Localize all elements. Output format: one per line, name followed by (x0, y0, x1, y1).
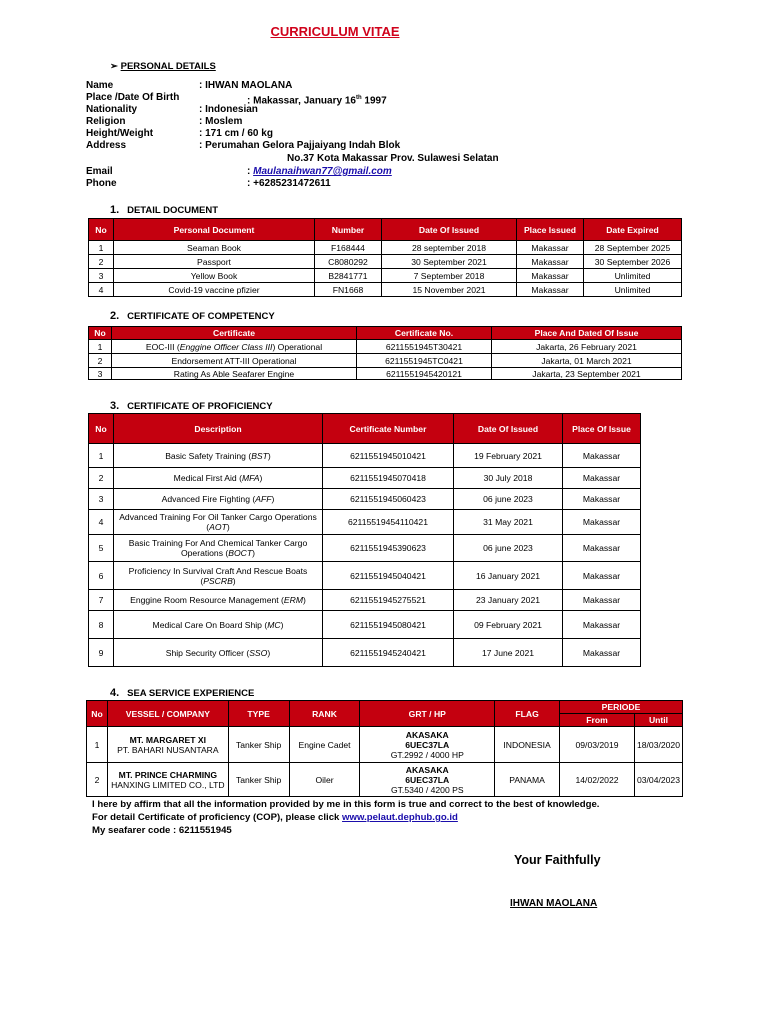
bullet-arrow-icon: ➢ (110, 61, 118, 72)
pd-value: : IHWAN MAOLANA (199, 80, 293, 91)
pd-label: Religion (86, 116, 126, 127)
pd-value: : Indonesian (199, 104, 258, 115)
pd-value: : 171 cm / 60 kg (199, 128, 273, 139)
competency-table: No Certificate Certificate No. Place And Dated Of Issue 1 EOC-III (Enggine Officer Class III) Operational 6211551945T30421 Jakarta, 26 February 2021 2 Endorsement ATT-III Operational 6211551945TC0421 Jakarta, 01 March 2021 3 Rating As Able Seafarer Engine 6211551945420121 Jakarta, 23 September 2021 (88, 326, 682, 380)
table-row: 2 Endorsement ATT-III Operational 6211551945TC0421 Jakarta, 01 March 2021 (89, 354, 682, 368)
pd-label: Email (86, 166, 113, 177)
table-row: 8 Medical Care On Board Ship (MC) 6211551945080421 09 February 2021 Makassar (89, 611, 641, 639)
pd-label: Nationality (86, 104, 138, 115)
pd-value: : Maulanaihwan77@gmail.com (247, 166, 392, 177)
pd-label: Name (86, 80, 114, 91)
table-row: 7 Enggine Room Resource Management (ERM) 6211551945275521 23 January 2021 Makassar (89, 590, 641, 611)
table-row: 3 Yellow Book B2841771 7 September 2018 Makassar Unlimited (89, 269, 682, 283)
email-link[interactable]: Maulanaihwan77@gmail.com (253, 166, 392, 177)
pd-value: No.37 Kota Makassar Prov. Sulawesi Selatan (287, 153, 499, 164)
pd-label: Phone (86, 178, 117, 189)
sea-service-table: No VESSEL / COMPANY TYPE RANK GRT / HP FLAG PERIODE From Until 1 MT. MARGARET XI PT. BAHARI NUSANTARA Tanker Ship Engine Cadet AKASAKA 6UEC37LA GT.2992 / 4000 HP INDONESIA 09/03/2019 18/03/2020 2 MT. PRINCE CHARMING HANXING LIMITED CO., LTD Tanker Ship Oiler AKASAKA 6UEC37LA GT.5340 / 4200 PS PANAMA 14/02/2022 03/04/2023 (86, 700, 683, 797)
signature-name: IHWAN MAOLANA (510, 898, 598, 909)
table-row: 4 Advanced Training For Oil Tanker Cargo Operations (AOT) 62115519454110421 31 May 2021 Makassar (89, 510, 641, 535)
table-row: 3 Advanced Fire Fighting (AFF) 6211551945060423 06 june 2023 Makassar (89, 489, 641, 510)
cop-line: For detail Certificate of proficiency (COP), please click www.pelaut.dephub.go.id (92, 812, 458, 823)
detail-document-table: No Personal Document Number Date Of Issued Place Issued Date Expired 1 Seaman Book F168444 28 september 2018 Makassar 28 September 2025 2 Passport C8080292 30 September 2021 Makassar 30 September 2026 3 Yellow Book B2841771 7 September 2018 Makassar Unlimited 4 Covid-19 vaccine pfizier FN1668 15 November 2021 Makassar Unlimited (88, 218, 682, 297)
detail-document-heading: 1. DETAIL DOCUMENT (110, 204, 219, 216)
pd-value: : +6285231472611 (247, 178, 331, 189)
table-row: 2 MT. PRINCE CHARMING HANXING LIMITED CO., LTD Tanker Ship Oiler AKASAKA 6UEC37LA GT.5340 / 4200 PS PANAMA 14/02/2022 03/04/2023 (87, 763, 683, 797)
pd-label: Address (86, 140, 127, 151)
table-row: 1 EOC-III (Enggine Officer Class III) Operational 6211551945T30421 Jakarta, 26 February 2021 (89, 340, 682, 354)
sea-service-heading: 4. SEA SERVICE EXPERIENCE (110, 687, 255, 699)
closing-text: Your Faithfully (514, 853, 601, 867)
pd-value: : Moslem (199, 116, 243, 127)
proficiency-table: No Description Certificate Number Date Of Issued Place Of Issue 1 Basic Safety Training (BST) 6211551945010421 19 February 2021 Makassar 2 Medical First Aid (MFA) 6211551945070418 30 July 2018 Makassar 3 Advanced Fire Fighting (AFF) 6211551945060423 06 june 2023 Makassar 4 Advanced Training For Oil Tanker Cargo Operations (AOT) 62115519454110421 31 May 2021 Makassar 5 Basic Training For And Chemical Tanker Cargo Operations (BOCT) 6211551945390623 06 june 2023 Makassar 6 Proficiency In Survival Craft And Rescue Boats (PSCRB) 6211551945040421 16 January 2021 Makassar 7 Enggine Room Resource Management (ERM) 6211551945275521 23 January 2021 Makassar 8 Medical Care On Board Ship (MC) 6211551945080421 09 February 2021 Makassar 9 Ship Security Officer (SSO) 6211551945240421 17 June 2021 Makassar (88, 413, 641, 667)
proficiency-heading: 3. CERTIFICATE OF PROFICIENCY (110, 400, 273, 412)
table-row: 1 Seaman Book F168444 28 september 2018 Makassar 28 September 2025 (89, 241, 682, 255)
table-row: 2 Medical First Aid (MFA) 6211551945070418 30 July 2018 Makassar (89, 468, 641, 489)
seafarer-code: My seafarer code : 6211551945 (92, 825, 232, 836)
table-row: 2 Passport C8080292 30 September 2021 Makassar 30 September 2026 (89, 255, 682, 269)
page-title: CURRICULUM VITAE (270, 24, 400, 39)
table-row: 9 Ship Security Officer (SSO) 6211551945240421 17 June 2021 Makassar (89, 639, 641, 667)
table-row: 3 Rating As Able Seafarer Engine 6211551945420121 Jakarta, 23 September 2021 (89, 368, 682, 380)
table-row: 5 Basic Training For And Chemical Tanker Cargo Operations (BOCT) 6211551945390623 06 june 2023 Makassar (89, 535, 641, 562)
personal-details-heading: ➢ PERSONAL DETAILS (110, 61, 216, 72)
table-row: 1 Basic Safety Training (BST) 6211551945010421 19 February 2021 Makassar (89, 444, 641, 468)
table-row: 4 Covid-19 vaccine pfizier FN1668 15 November 2021 Makassar Unlimited (89, 283, 682, 297)
pd-value: : Perumahan Gelora Pajjaiyang Indah Blok (199, 140, 401, 151)
table-row: 1 MT. MARGARET XI PT. BAHARI NUSANTARA Tanker Ship Engine Cadet AKASAKA 6UEC37LA GT.2992 / 4000 HP INDONESIA 09/03/2019 18/03/2020 (87, 727, 683, 763)
affirmation-text: I here by affirm that all the information provided by me in this form is true and correct to the best of knowledge. (92, 799, 600, 810)
pd-label: Place /Date Of Birth (86, 92, 180, 103)
pd-value: : Makassar, January 16th 1997 (247, 95, 387, 107)
pd-label: Height/Weight (86, 128, 154, 139)
table-row: 6 Proficiency In Survival Craft And Rescue Boats (PSCRB) 6211551945040421 16 January 2021 Makassar (89, 562, 641, 590)
cop-link[interactable]: www.pelaut.dephub.go.id (342, 812, 458, 823)
competency-heading: 2. CERTIFICATE OF COMPETENCY (110, 310, 275, 322)
